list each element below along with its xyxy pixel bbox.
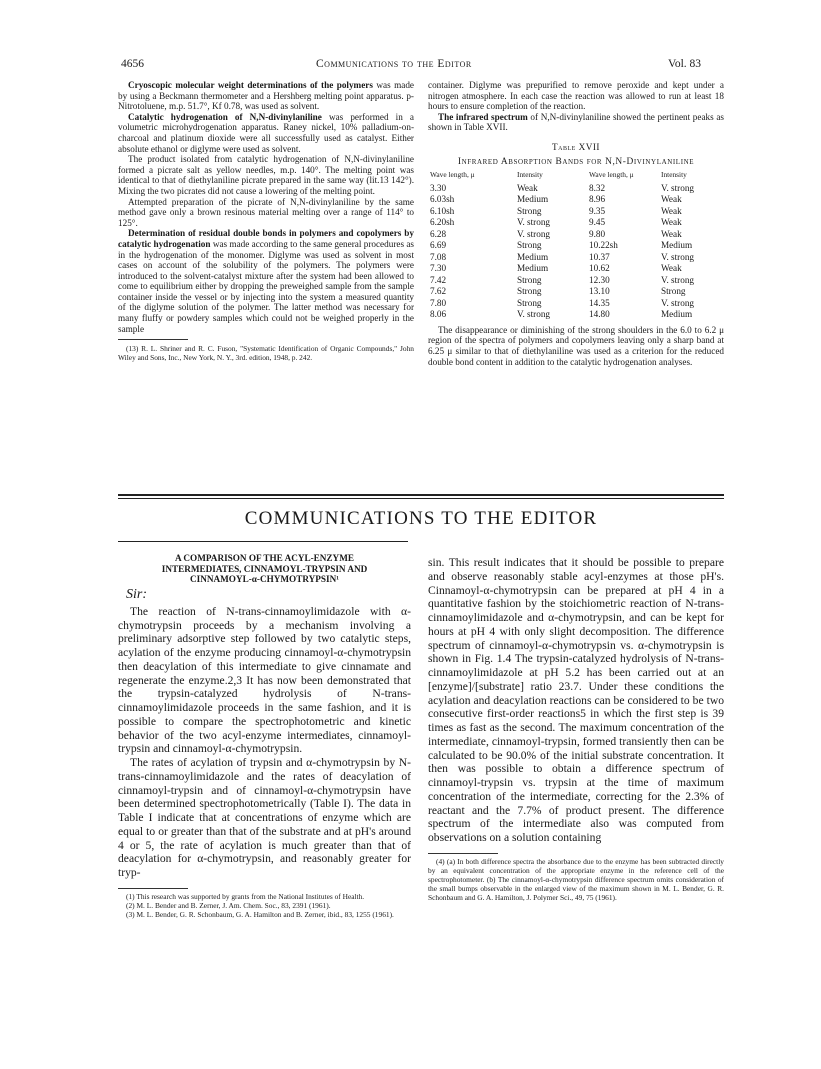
section-title: COMMUNICATIONS TO THE EDITOR [244, 508, 598, 529]
article-left-column [118, 553, 411, 919]
table-cell: V. strong [517, 309, 551, 320]
paragraph-container: container. Diglyme was prepurified to remove peroxide and kept under a nitrogen atmosphere. In each case the reaction was allowed to run at least 18 hours to ensure completion of the reaction. [428, 80, 724, 112]
table-row [428, 309, 720, 321]
paragraph-after-table: The disappearance or diminishing of the strong shoulders in the 6.0 to 6.2 μ region of the spectra of polymers and copolymers leaving only a sharp band at 6.25 μ similar to that of diethylaniline was used as a criterion for the reduced double bond content in addition to the catalytic hydrogenation analyses. [428, 324, 724, 367]
table-cell: 10.22sh [589, 240, 618, 251]
table-cell: 14.35 [589, 297, 610, 308]
table-header-cell: Intensity [661, 170, 687, 180]
section-rule-top [118, 494, 724, 496]
table-cell: 8.32 [589, 182, 606, 193]
table-cell: Strong [517, 205, 542, 216]
paragraph-infrared: The infrared spectrum of N,N-divinylaniline showed the pertinent peaks as shown in Table XVII. [428, 111, 724, 133]
table-cell: Strong [517, 240, 542, 251]
table-header-cell: Wave length, μ [589, 170, 634, 180]
article-body-right [428, 556, 724, 845]
table-cell: 9.45 [589, 217, 606, 228]
article-rule [118, 541, 408, 542]
table-cell: Medium [517, 251, 549, 262]
article-paragraph: The rates of acylation of trypsin and α-chymotrypsin by N-trans-cinnamoylimidazole and the rates of deacylation of cinnamoyl-trypsin and of cinnamoyl-α-chymotrypsin have been determined spectrophotometrically (Table I). The data in Table I indicate that at concentrations of enzyme which are equal to or greater than that of the substrate and at pH's around 4 or 5, the rate of acylation is much greater than that of deacylation for α-chymotrypsin, and reasonably greater for tryp- [118, 756, 411, 880]
paragraph-residual: Determination of residual double bonds in polymers and copolymers by catalytic hydrogenation was made according to the same general procedures as in the hydrogenation of the monomer. Diglyme was used as solvent in most cases on account of the solubility of the polymers. The polymers were introduced to the solvent-catalyst mixture after the system had been allowed to come to equilibrium either by dropping the preweighed sample from the sample container inside the vessel or by injecting into the system a measured quantity of the diglyme solution of the polymer. The latter method was necessary for many fluffy or powdery samples which could not be weighed properly in the sample [118, 228, 414, 334]
table-cell: Medium [517, 194, 549, 205]
table-row [428, 252, 720, 264]
table-cell: Medium [661, 309, 693, 320]
table-caption: Infrared Absorption Bands for N,N-Divinylaniline [457, 156, 695, 167]
footnote: (2) M. L. Bender and B. Zerner, J. Am. Chem. Soc., 83, 2391 (1961). [126, 900, 331, 910]
table-cell: Weak [661, 194, 682, 205]
footnote: (1) This research was supported by grants from the National Institutes of Health. [126, 891, 365, 901]
footnote-13: (13) R. L. Shriner and R. C. Fuson, "Systematic Identification of Organic Compounds," John Wiley and Sons, Inc., New York, N. Y., 3rd. edition, 1948, p. 242. [118, 344, 414, 363]
footnote: (4) (a) In both difference spectra the absorbance due to the enzyme has been subtracted directly by an equivalent concentration of the appropriate enzyme in the reference cell of the spectrophotometer. (b) The cinnamoyl-α-chymotrypsin difference spectrum omits consideration of the small bumps observable in the enlarged view of the maximum shown in M. L. Bender, G. R. Schonbaum and G. A. Hamilton, J. Polymer Sci., 49, 75 (1961). [428, 856, 724, 902]
table-cell: 14.80 [589, 309, 610, 320]
article-paragraph: sin. This result indicates that it should be possible to prepare and observe reasonably stable acyl-enzymes at those pH's. Cinnamoyl-α-chymotrypsin can be prepared at pH 4 in a quantitative fashion by the stoichiometric reaction of N-trans-cinnamoylimidazole and α-chymotrypsin, and can be kept for hours at pH 4 with only slight decomposition. The difference spectrum of cinnamoyl-α-chymotrypsin vs. α-chymotrypsin is shown in Fig. 1.4 The trypsin-catalyzed hydrolysis of N-trans-cinnamoylimidazole at pH 5.2 has been carried out at an [enzyme]/[substrate] ratio 23.7. Under these conditions the acylation and deacylation reactions can be considered to be two consecutive first-order reactions5 in which the first step is 39 times as fast as the second. The maximum concentration of the intermediate, cinnamoyl-trypsin, formed transiently then can be calculated to be 90.0% of the initial substrate concentration. It then was possible to obtain a difference spectrum of cinnamoyl-trypsin vs. trypsin at the time of maximum concentration of the intermediate, correcting for the 2.3% of reactant and the 7.7% of product present. The difference spectrum of the intermediate also was computed from observations on a solution containing [428, 556, 724, 844]
paragraph-cryoscopic: Cryoscopic molecular weight determinations of the polymers was made by using a Beckmann thermometer and a Hershberg melting point apparatus. p-Nitrotoluene, m.p. 51.7°, Kf 0.78, was used as solvent. [118, 80, 414, 112]
table-cell: 8.96 [589, 194, 606, 205]
table-cell: Weak [661, 217, 682, 228]
table-row [428, 275, 720, 287]
table-header-cell: Intensity [517, 170, 543, 180]
table-cell: V. strong [661, 182, 695, 193]
paragraph-product: The product isolated from catalytic hydrogenation of N,N-divinylaniline formed a picrate salt as yellow needles, m.p. 140°. The melting point was identical to that of diethylaniline picrate prepared in the same way (lit.13 142°). Mixing the two picrates did not cause a lowering of the melting point. [118, 154, 414, 196]
table-cell: 6.28 [430, 228, 447, 239]
table-row [428, 183, 720, 195]
table-cell: Strong [661, 286, 686, 297]
table-cell: 7.42 [430, 274, 447, 285]
table-row [428, 217, 720, 229]
article-paragraph: The reaction of N-trans-cinnamoylimidazole with α-chymotrypsin proceeds by a mechanism involving a preliminary adsorptive step followed by two catalytic steps, acylation of the enzyme producing cinnamoyl-α-chymotrypsin then deacylation of this intermediate to give cinnamate and regenerate the enzyme.2,3 It has now been demonstrated that the trypsin-catalyzed hydrolysis of N-trans-cinnamoylimidazole proceeds in the same fashion, and it is possible to compare the spectrophotometric and kinetic behavior of the two acyl-enzyme intermediates, cinnamoyl-trypsin and cinnamoyl-α-chymotrypsin. [118, 604, 411, 756]
table-cell: Strong [517, 286, 542, 297]
table-row [428, 240, 720, 252]
running-title: Communications to the Editor [316, 58, 472, 70]
footnote-divider [118, 888, 188, 889]
table-cell: V. strong [517, 217, 551, 228]
table-row [428, 298, 720, 310]
ir-table-header [428, 170, 720, 183]
volume-label: Vol. 83 [668, 58, 702, 70]
page-number: 4656 [121, 58, 144, 70]
table-cell: 7.30 [430, 263, 447, 274]
table-cell: 6.69 [430, 240, 447, 251]
paragraph-picrate: Attempted preparation of the picrate of N,N-divinylaniline by the same method gave only a brown resinous material melting over a range of 114° to 125°. [118, 196, 414, 228]
article-title: A COMPARISON OF THE ACYL-ENZYME INTERMEDIATES, CINNAMOYL-TRYPSIN AND CINNAMOYL-α-CHYMOTRYPSIN¹ [161, 553, 368, 585]
table-cell: Weak [517, 182, 538, 193]
article-right-column [428, 556, 724, 902]
footnote-divider [118, 339, 188, 340]
footnotes-left [118, 892, 411, 919]
table-cell: 7.62 [430, 286, 447, 297]
table-cell: 12.30 [589, 274, 610, 285]
table-cell: Medium [661, 240, 693, 251]
table-cell: 7.08 [430, 251, 447, 262]
salutation: Sir: [126, 586, 147, 602]
table-cell: 9.80 [589, 228, 606, 239]
paragraph-hydrogenation: Catalytic hydrogenation of N,N-divinylaniline was performed in a volumetric microhydrogenation apparatus. Raney nickel, 10% palladium-on-charcoal and platinum dioxide were all successfully used as catalyst. Either absolute ethanol or diglyme were used as solvent. [118, 111, 414, 154]
table-cell: Weak [661, 205, 682, 216]
table-cell: Weak [661, 228, 682, 239]
table-cell: 6.03sh [430, 194, 455, 205]
table-row [428, 286, 720, 298]
table-cell: Strong [517, 274, 542, 285]
table-cell: 7.80 [430, 297, 447, 308]
table-cell: 13.10 [589, 286, 610, 297]
table-cell: Strong [517, 297, 542, 308]
top-right-column [428, 80, 724, 367]
article-body-left [118, 605, 411, 880]
table-cell: 3.30 [430, 182, 447, 193]
table-cell: 6.20sh [430, 217, 455, 228]
table-header-cell: Wave length, μ [430, 170, 475, 180]
footnotes-right [428, 857, 724, 902]
table-cell: V. strong [661, 297, 695, 308]
footnote: (3) M. L. Bender, G. R. Schonbaum, G. A. Hamilton and B. Zerner, ibid., 83, 1255 (1961). [126, 909, 394, 919]
table-number: Table XVII [552, 141, 600, 152]
table-cell: V. strong [517, 228, 551, 239]
table-cell: 10.37 [589, 251, 610, 262]
table-cell: Weak [661, 263, 682, 274]
table-row [428, 229, 720, 241]
table-cell: V. strong [661, 274, 695, 285]
footnote-divider [428, 853, 498, 854]
table-cell: 10.62 [589, 263, 610, 274]
table-row [428, 206, 720, 218]
table-row [428, 194, 720, 206]
table-cell: V. strong [661, 251, 695, 262]
section-rule-bottom [118, 498, 724, 499]
table-cell: 8.06 [430, 309, 447, 320]
table-cell: 9.35 [589, 205, 606, 216]
table-row [428, 263, 720, 275]
table-cell: Medium [517, 263, 549, 274]
top-left-column [118, 80, 414, 362]
table-cell: 6.10sh [430, 205, 455, 216]
ir-table [428, 170, 720, 321]
